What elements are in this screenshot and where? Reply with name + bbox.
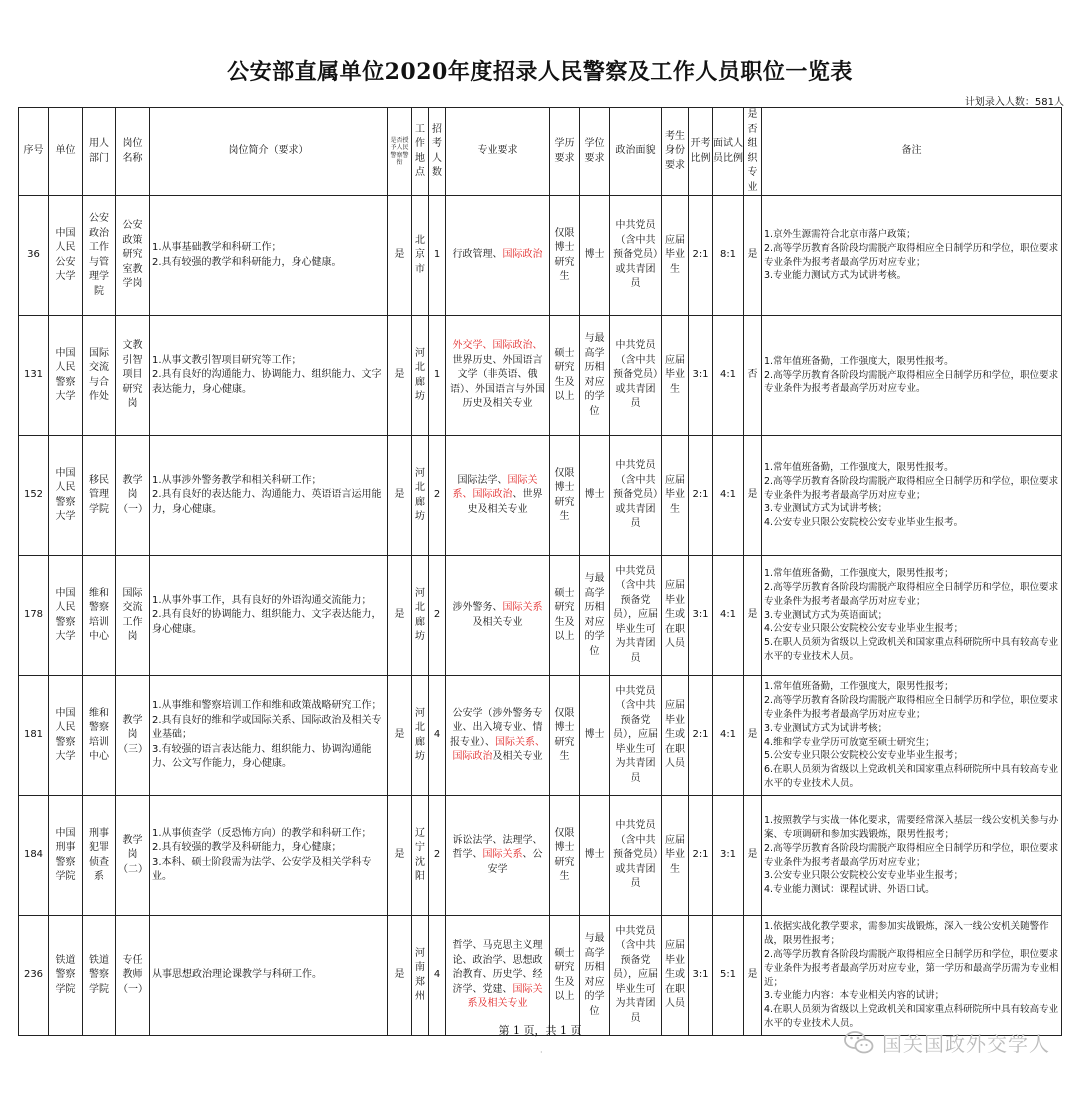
cell-organize: 是 <box>744 196 762 316</box>
cell-organize: 是 <box>744 556 762 676</box>
cell-seq: 236 <box>19 916 49 1036</box>
header-major: 专业要求 <box>446 108 550 196</box>
major-text: 涉外警务、 <box>452 602 503 613</box>
header-identity: 考生身份要求 <box>662 108 689 196</box>
major-highlight: 国际关系、国际政治 <box>452 474 538 501</box>
cell-count: 1 <box>429 196 446 316</box>
cell-political: 中共党员（含中共预备党员），应届毕业生可为共青团员 <box>610 556 662 676</box>
cell-interview-ratio: 4:1 <box>713 436 744 556</box>
cell-major <box>446 196 550 316</box>
remarks-line: 4.公安专业只限公安院校公安专业毕业生报考。 <box>764 517 964 529</box>
cell-police: 是 <box>388 676 412 796</box>
remarks-line: 1.常年值班备勤，工作强度大，限男性报考。 <box>764 355 954 367</box>
remarks-line: 2.高等学历教育各阶段均需脱产取得相应全日制学历和学位，职位要求专业条件为报考者最高学历对应专业。 <box>764 369 1059 395</box>
table-row <box>19 196 1062 316</box>
cell-interview-ratio: 4:1 <box>713 556 744 676</box>
cell-unit: 中国人民警察大学 <box>49 316 83 436</box>
cell-exam-ratio: 2:1 <box>689 676 713 796</box>
cell-exam-ratio: 3:1 <box>689 916 713 1036</box>
cell-remarks <box>762 916 1062 1036</box>
cell-location: 河北廊坊 <box>412 316 429 436</box>
table-row <box>19 436 1062 556</box>
table-row <box>19 556 1062 676</box>
cell-exam-ratio: 3:1 <box>689 556 713 676</box>
cell-dept: 铁道警察学院 <box>83 916 116 1036</box>
header-count: 招考人数 <box>429 108 446 196</box>
intro-line: 从事思想政治理论课教学与科研工作。 <box>152 969 322 981</box>
header-exam-ratio: 开考比例 <box>689 108 713 196</box>
cell-post: 公安政策研究室教学岗 <box>116 196 150 316</box>
header-police: 是否授予人民警察警衔 <box>388 108 412 196</box>
major-text: 哲学、马克思主义理论、政治学、思想政治教育、历史学、经济学、党建、 <box>452 940 543 995</box>
cell-police: 是 <box>388 796 412 916</box>
cell-remarks <box>762 556 1062 676</box>
remarks-line: 4.在职人员须为省级以上党政机关和国家重点科研院所中具有较高专业水平的专业技术人员。 <box>764 1004 1059 1029</box>
header-location: 工作地点 <box>412 108 429 196</box>
cell-organize: 是 <box>744 676 762 796</box>
cell-unit: 中国人民警察大学 <box>49 556 83 676</box>
intro-line: 3.有较强的语言表达能力、组织能力、协调沟通能力、公文写作能力，身心健康。 <box>152 743 372 770</box>
table-row <box>19 316 1062 436</box>
positions-table <box>18 107 1062 1036</box>
cell-exam-ratio: 2:1 <box>689 796 713 916</box>
wechat-icon <box>844 1030 874 1056</box>
cell-identity: 应届毕业生 <box>662 796 689 916</box>
cell-unit: 中国人民公安大学 <box>49 196 83 316</box>
remarks-line: 2.高等学历教育各阶段均需脱产取得相应全日制学历和学位，职位要求专业条件为报考者最高学历对应专业； <box>764 842 1059 868</box>
header-dept: 用人部门 <box>83 108 116 196</box>
major-text: 及相关专业 <box>472 616 523 628</box>
major-highlight: 国际关系、国际政治 <box>452 736 545 762</box>
cell-post: 教学岗（二） <box>116 796 150 916</box>
remarks-line: 3.专业测试方式为英语面试； <box>764 609 888 621</box>
remarks-line: 4.维和学专业学历可放宽至硕士研究生； <box>764 736 935 748</box>
remarks-line: 5.在职人员须为省级以上党政机关和国家重点科研院所中具有较高专业水平的专业技术人员。 <box>764 637 1059 662</box>
cell-unit: 中国刑事警察学院 <box>49 796 83 916</box>
major-highlight: 国际关系 <box>482 849 523 861</box>
cell-dept: 国际交流与合作处 <box>83 316 116 436</box>
cell-dept: 维和警察培训中心 <box>83 556 116 676</box>
cell-unit: 中国人民警察大学 <box>49 436 83 556</box>
cell-post: 专任教师（一） <box>116 916 150 1036</box>
cell-count: 4 <box>429 676 446 796</box>
intro-line: 1.从事维和警察培训工作和维和政策战略研究工作； <box>152 700 382 712</box>
cell-major <box>446 316 550 436</box>
intro-line: 2.具有良好的表达能力、沟通能力、英语语言运用能力，身心健康。 <box>152 489 382 515</box>
cell-location: 河南郑州 <box>412 916 429 1036</box>
cell-police: 是 <box>388 556 412 676</box>
cell-political: 中共党员（含中共预备党员），应届毕业生可为共青团员 <box>610 676 662 796</box>
cell-degree: 博士 <box>580 436 610 556</box>
cell-degree: 博士 <box>580 796 610 916</box>
remarks-line: 1.常年值班备勤，工作强度大，限男性报考。 <box>764 462 954 474</box>
cell-count: 2 <box>429 796 446 916</box>
cell-major <box>446 916 550 1036</box>
remarks-line: 3.专业测试方式为试讲考核； <box>764 503 888 515</box>
remarks-line: 3.公安专业只限公安院校公安专业毕业生报考； <box>764 870 964 882</box>
intro-line: 1.从事基础教学和科研工作； <box>152 242 282 253</box>
intro-line: 2.具有较强的教学及科研能力，身心健康； <box>152 842 342 853</box>
cell-organize: 是 <box>744 436 762 556</box>
remarks-line: 2.高等学历教育各阶段均需脱产取得相应全日制学历和学位，职位要求专业条件为报考者最高学历对应专业，第一学历和最高学历需为专业相近； <box>764 948 1059 988</box>
cell-interview-ratio: 8:1 <box>713 196 744 316</box>
remarks-line: 2.高等学历教育各阶段均需脱产取得相应全日制学历和学位，职位要求专业条件为报考者最高学历对应专业； <box>764 475 1059 501</box>
header-degree: 学位要求 <box>580 108 610 196</box>
cell-exam-ratio: 3:1 <box>689 316 713 436</box>
cell-post: 教学岗（三） <box>116 676 150 796</box>
intro-line: 1.从事外事工作，具有良好的外语沟通交流能力； <box>152 594 372 606</box>
cell-seq: 181 <box>19 676 49 796</box>
remarks-line: 3.专业能力测试方式为试讲考核。 <box>764 270 907 282</box>
intro-line: 1.从事侦查学（反恐怖方向）的教学和科研工作； <box>152 827 372 839</box>
cell-degree: 与最高学历相对应的学位 <box>580 316 610 436</box>
major-highlight: 外交学、国际政治、 <box>452 340 543 352</box>
cell-location: 辽宁沈阳 <box>412 796 429 916</box>
cell-political: 中共党员（含中共预备党员）或共青团员 <box>610 316 662 436</box>
cell-interview-ratio: 4:1 <box>713 316 744 436</box>
cell-education: 仅限博士研究生 <box>550 196 580 316</box>
cell-interview-ratio: 4:1 <box>713 676 744 796</box>
remarks-line: 1.依据实战化教学要求，需参加实战锻炼，深入一线公安机关随警作战，限男性报考； <box>764 921 1049 947</box>
cell-identity: 应届毕业生或在职人员 <box>662 556 689 676</box>
cell-organize: 否 <box>744 316 762 436</box>
table-row <box>19 916 1062 1036</box>
intro-line: 2.具有良好的沟通能力、协调能力、组织能力、文字表达能力，身心健康。 <box>152 369 382 395</box>
cell-intro <box>150 676 388 796</box>
cell-post: 国际交流工作岗 <box>116 556 150 676</box>
cell-identity: 应届毕业生 <box>662 196 689 316</box>
header-seq: 序号 <box>19 108 49 196</box>
remarks-line: 2.高等学历教育各阶段均需脱产取得相应全日制学历和学位，职位要求专业条件为报考者最高学历对应专业； <box>764 582 1059 607</box>
cell-remarks <box>762 436 1062 556</box>
remarks-line: 2.高等学历教育各阶段均需脱产取得相应全日制学历和学位，职位要求专业条件为报考者最高学历对应专业； <box>764 242 1059 268</box>
major-highlight: 国际政治 <box>502 249 543 261</box>
cell-organize: 是 <box>744 796 762 916</box>
header-intro: 岗位简介（要求） <box>150 108 388 196</box>
cell-identity: 应届毕业生 <box>662 316 689 436</box>
cell-education: 硕士研究生及以上 <box>550 316 580 436</box>
footer-dot: · <box>540 1048 543 1057</box>
major-text: 、世界史及相关专业 <box>467 489 543 515</box>
intro-line: 1.从事涉外警务教学和相关科研工作； <box>152 474 322 486</box>
cell-education: 仅限博士研究生 <box>550 796 580 916</box>
remarks-line: 1.常年值班备勤，工作强度大，限男性报考； <box>764 681 954 693</box>
cell-intro <box>150 436 388 556</box>
cell-police: 是 <box>388 436 412 556</box>
cell-interview-ratio: 5:1 <box>713 916 744 1036</box>
table-row <box>19 796 1062 916</box>
cell-dept: 维和警察培训中心 <box>83 676 116 796</box>
major-highlight: 国际关系 <box>502 602 543 613</box>
cell-police: 是 <box>388 916 412 1036</box>
cell-dept: 公安政治工作与管理学院 <box>83 196 116 316</box>
remarks-line: 1.京外生源需符合北京市落户政策； <box>764 228 916 240</box>
cell-remarks <box>762 316 1062 436</box>
cell-exam-ratio: 2:1 <box>689 196 713 316</box>
cell-remarks <box>762 676 1062 796</box>
cell-political: 中共党员（含中共预备党员）或共青团员 <box>610 436 662 556</box>
header-education: 学历要求 <box>550 108 580 196</box>
cell-post: 教学岗（一） <box>116 436 150 556</box>
cell-unit: 中国人民警察大学 <box>49 676 83 796</box>
cell-intro <box>150 556 388 676</box>
cell-seq: 178 <box>19 556 49 676</box>
remarks-line: 3.专业能力内容：本专业相关内容的试讲； <box>764 990 945 1002</box>
cell-post: 文教引智项目研究岗 <box>116 316 150 436</box>
cell-count: 1 <box>429 316 446 436</box>
cell-seq: 184 <box>19 796 49 916</box>
cell-location: 河北廊坊 <box>412 676 429 796</box>
cell-education: 硕士研究生及以上 <box>550 556 580 676</box>
cell-unit: 铁道警察学院 <box>49 916 83 1036</box>
cell-interview-ratio: 3:1 <box>713 796 744 916</box>
cell-police: 是 <box>388 316 412 436</box>
intro-line: 3.本科、硕士阶段需为法学、公安学及相关学科专业。 <box>152 856 372 882</box>
cell-intro <box>150 316 388 436</box>
cell-intro <box>150 796 388 916</box>
watermark <box>844 1028 1050 1057</box>
table-row <box>19 676 1062 796</box>
cell-political: 中共党员（含中共预备党员），应届毕业生可为共青团员 <box>610 916 662 1036</box>
cell-intro <box>150 916 388 1036</box>
remarks-line: 1.常年值班备勤，工作强度大，限男性报考； <box>764 568 954 580</box>
cell-major <box>446 676 550 796</box>
intro-line: 2.具有良好的协调能力、组织能力、文字表达能力，身心健康。 <box>152 609 382 635</box>
intro-line: 1.从事文教引智项目研究等工作； <box>152 354 302 366</box>
cell-education: 仅限博士研究生 <box>550 436 580 556</box>
remarks-line: 5.公安专业只限公安院校公安专业毕业生报考； <box>764 750 964 762</box>
cell-count: 2 <box>429 436 446 556</box>
header-unit: 单位 <box>49 108 83 196</box>
cell-identity: 应届毕业生或在职人员 <box>662 676 689 796</box>
table-header-row <box>19 108 1062 196</box>
cell-identity: 应届毕业生或在职人员 <box>662 916 689 1036</box>
cell-count: 2 <box>429 556 446 676</box>
header-post: 岗位名称 <box>116 108 150 196</box>
intro-line: 2.具有良好的维和学或国际关系、国际政治及相关专业基础； <box>152 714 382 741</box>
page-footer: 第 1 页，共 1 页 <box>498 1024 582 1037</box>
major-text: 、公安学 <box>487 849 543 875</box>
cell-count: 4 <box>429 916 446 1036</box>
major-text: 行政管理、 <box>452 249 503 261</box>
cell-dept: 移民管理学院 <box>83 436 116 556</box>
cell-identity: 应届毕业生 <box>662 436 689 556</box>
plan-count: 计划录入人数：581人 <box>964 97 1064 108</box>
cell-major <box>446 796 550 916</box>
intro-line: 2.具有较强的教学和科研能力，身心健康。 <box>152 256 342 268</box>
cell-major <box>446 556 550 676</box>
cell-dept: 刑事犯罪侦查系 <box>83 796 116 916</box>
cell-location: 河北廊坊 <box>412 556 429 676</box>
remarks-line: 2.高等学历教育各阶段均需脱产取得相应全日制学历和学位，职位要求专业条件为报考者最高学历对应专业； <box>764 695 1059 720</box>
major-text: 国际法学、 <box>457 474 508 486</box>
major-text: 诉讼法学、法理学、哲学、 <box>452 834 543 861</box>
cell-remarks <box>762 196 1062 316</box>
major-text: 公安学（涉外警务专业、出入境专业、情报专业）、 <box>450 707 543 748</box>
cell-seq: 36 <box>19 196 49 316</box>
cell-degree: 博士 <box>580 676 610 796</box>
major-text: 世界历史、外国语言文学（非英语、俄语）、外国语言与外国历史及相关专业 <box>450 354 545 410</box>
header-political: 政治面貌 <box>610 108 662 196</box>
cell-degree: 与最高学历相对应的学位 <box>580 916 610 1036</box>
remarks-line: 4.专业能力测试：课程试讲、外语口试。 <box>764 884 935 896</box>
page-title: 公安部直属单位2020年度招录人民警察及工作人员职位一览表 <box>227 59 853 85</box>
cell-police: 是 <box>388 196 412 316</box>
major-highlight: 国际关系及相关专业 <box>467 983 543 1010</box>
cell-major <box>446 436 550 556</box>
cell-seq: 152 <box>19 436 49 556</box>
remarks-line: 4.公安专业只限公安院校公安专业毕业生报考； <box>764 623 964 635</box>
remarks-line: 1.按照教学与实战一体化要求，需要经常深入基层一线公安机关参与办案、专项调研和参加实践锻炼，限男性报考； <box>764 815 1059 840</box>
cell-degree: 博士 <box>580 196 610 316</box>
cell-education: 硕士研究生及以上 <box>550 916 580 1036</box>
cell-location: 河北廊坊 <box>412 436 429 556</box>
header-remarks: 备注 <box>762 108 1062 196</box>
cell-seq: 131 <box>19 316 49 436</box>
watermark-text: 国关国政外交学人 <box>882 1032 1050 1056</box>
cell-organize: 是 <box>744 916 762 1036</box>
cell-intro <box>150 196 388 316</box>
cell-education: 仅限博士研究生 <box>550 676 580 796</box>
cell-remarks <box>762 796 1062 916</box>
cell-political: 中共党员（含中共预备党员）或共青团员 <box>610 796 662 916</box>
cell-political: 中共党员（含中共预备党员）或共青团员 <box>610 196 662 316</box>
remarks-line: 3.专业测试方式为试讲考核； <box>764 722 888 734</box>
cell-degree: 与最高学历相对应的学位 <box>580 556 610 676</box>
remarks-line: 6.在职人员须为省级以上党政机关和国家重点科研院所中具有较高专业水平的专业技术人员。 <box>764 764 1059 789</box>
header-organize: 是否组织专业 <box>744 108 762 196</box>
major-text: 及相关专业 <box>492 751 543 762</box>
cell-exam-ratio: 2:1 <box>689 436 713 556</box>
header-interview-ratio: 面试人员比例 <box>713 108 744 196</box>
cell-location: 北京市 <box>412 196 429 316</box>
